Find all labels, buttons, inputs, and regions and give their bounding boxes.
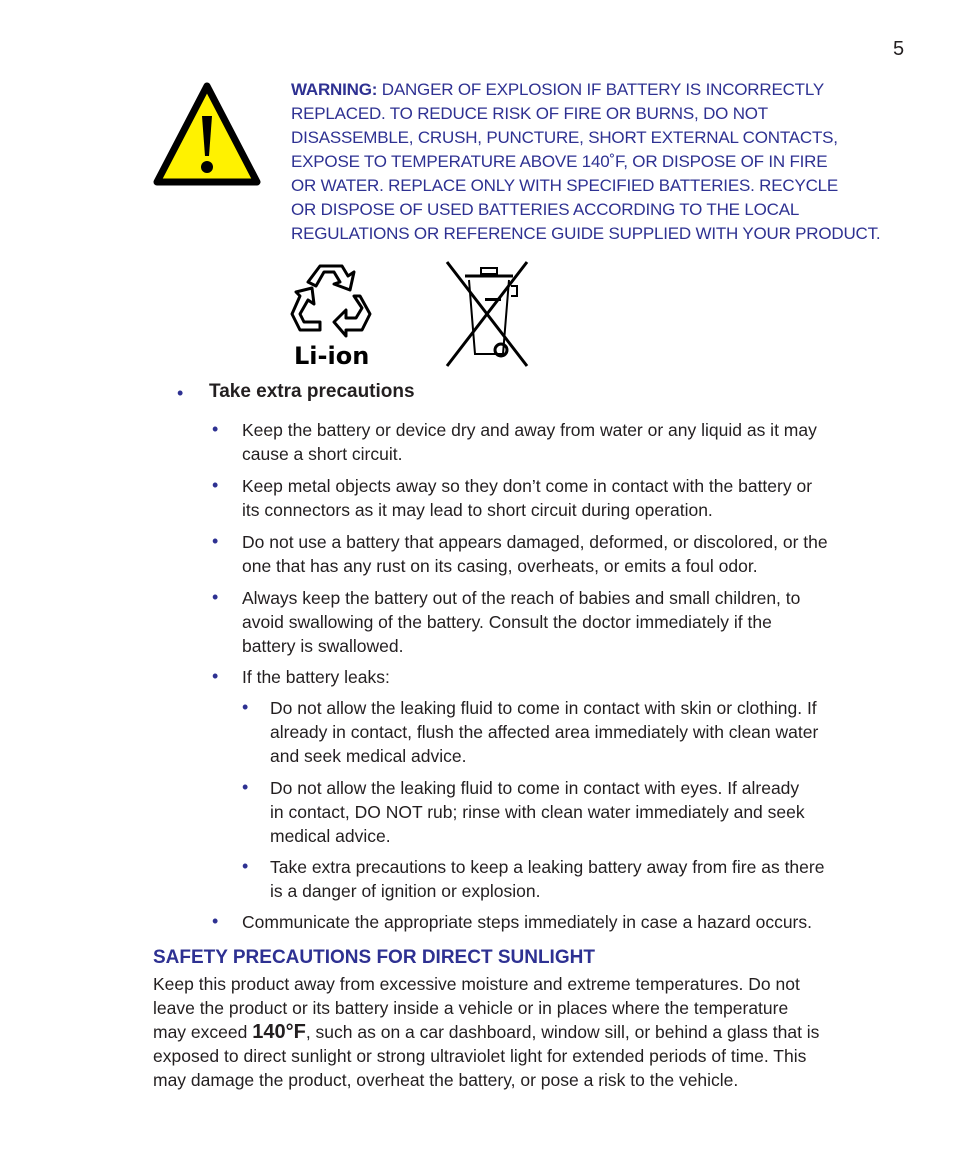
warning-line: DANGER OF EXPLOSION IF BATTERY IS INCORRECTLY: [381, 80, 824, 99]
list-item: Keep the battery or device dry and away from water or any liquid as it may cause a short circuit.: [242, 420, 817, 464]
page-number: 5: [893, 38, 905, 60]
bullet: •: [212, 587, 219, 607]
warning-line: REGULATIONS OR REFERENCE GUIDE SUPPLIED WITH YOUR PRODUCT.: [291, 224, 881, 243]
bullet: •: [212, 475, 219, 495]
bullet: •: [212, 911, 219, 931]
bullet: •: [242, 856, 249, 876]
sub-list-item: Do not allow the leaking fluid to come in contact with eyes. If already in contact, DO NOT rub; rinse with clean water immediately and seek medical advice.: [270, 778, 805, 846]
bullet: •: [177, 383, 184, 403]
bullet: •: [212, 531, 219, 551]
crossed-out-bin-icon: [443, 260, 531, 370]
warning-triangle-icon: [153, 82, 261, 188]
warning-line: REPLACED. TO REDUCE RISK OF FIRE OR BURNS, DO NOT: [291, 104, 768, 123]
sub-list-item: Do not allow the leaking fluid to come in contact with skin or clothing. If already in contact, flush the affected area immediately with clean water and seek medical advice.: [270, 698, 819, 766]
sunlight-paragraph: Keep this product away from excessive moisture and extreme temperatures. Do not leave the product or its battery inside a vehicle or in places where the temperature may exceed 140°F, such as on a car dashboard, window sill, or behind a glass that is exposed to direct sunlight or strong ultraviolet light for extended periods of time. This may damage the product, overheat the battery, or pose a risk to the vehicle.: [153, 974, 820, 1090]
warning-line: OR WATER. REPLACE ONLY WITH SPECIFIED BATTERIES. RECYCLE: [291, 176, 839, 195]
warning-line: EXPOSE TO TEMPERATURE ABOVE 140˚F, OR DISPOSE OF IN FIRE: [291, 152, 828, 171]
bullet: •: [242, 697, 249, 717]
sunlight-heading: SAFETY PRECAUTIONS FOR DIRECT SUNLIGHT: [153, 947, 595, 968]
list-item: Always keep the battery out of the reach of babies and small children, to avoid swallowing of the battery. Consult the doctor immediately if the battery is swallowed.: [242, 588, 801, 656]
list-item: If the battery leaks:: [242, 667, 390, 687]
section-heading: Take extra precautions: [209, 381, 415, 402]
bullet: •: [212, 419, 219, 439]
list-item: Communicate the appropriate steps immediately in case a hazard occurs.: [242, 912, 812, 932]
recycle-li-ion-icon: [290, 260, 372, 368]
warning-line: DISASSEMBLE, CRUSH, PUNCTURE, SHORT EXTERNAL CONTACTS,: [291, 128, 838, 147]
warning-label: WARNING:: [291, 80, 378, 99]
warning-text: [291, 78, 891, 246]
list-item: Do not use a battery that appears damaged, deformed, or discolored, or the one that has any rust on its casing, overheats, or emits a foul odor.: [242, 532, 828, 576]
list-item: Keep metal objects away so they don’t come in contact with the battery or its connectors as it may lead to short circuit during operation.: [242, 476, 813, 520]
li-ion-label: Li-ion: [294, 342, 370, 368]
warning-line: OR DISPOSE OF USED BATTERIES ACCORDING TO THE LOCAL: [291, 200, 800, 219]
bullet: •: [242, 777, 249, 797]
bullet: •: [212, 666, 219, 686]
sub-list-item: Take extra precautions to keep a leaking battery away from fire as there is a danger of ignition or explosion.: [270, 857, 825, 901]
